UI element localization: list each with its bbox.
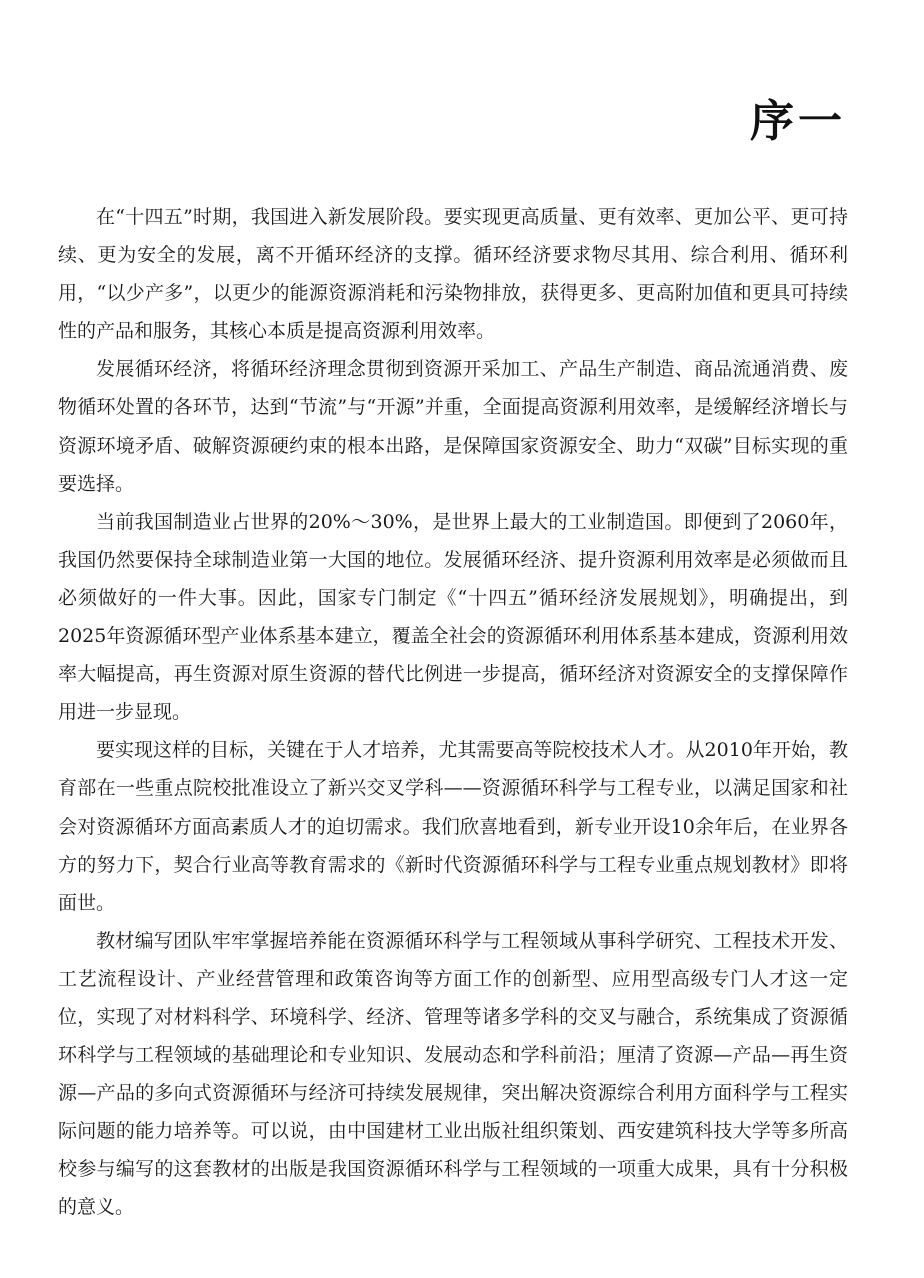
- paragraph-1: 在“十四五”时期，我国进入新发展阶段。要实现更高质量、更有效率、更加公平、更可持续、更为安全的发展，离不开循环经济的支撑。循环经济要求物尽其用、综合利用、循环利用，“以少产多”，以更少的能源资源消耗和污染物排放，获得更多、更高附加值和更具可持续性的产品和服务，其核心本质是提高资源利用效率。: [58, 206, 848, 343]
- paragraph-3: 当前我国制造业占世界的20%～30%，是世界上最大的工业制造国。即便到了2060年，我国仍然要保持全球制造业第一大国的地位。发展循环经济、提升资源利用效率是必须做而且必须做好的一件大事。因此，国家专门制定《“十四五”循环经济发展规划》，明确提出，到2025年资源循环型产业体系基本建立，覆盖全社会的资源循环利用体系基本建成，资源利用效率大幅提高，再生资源对原生资源的替代比例进一步提高，循环经济对资源安全的支撑保障作用进一步显现。: [58, 510, 848, 724]
- paragraph-4: 要实现这样的目标，关键在于人才培养，尤其需要高等院校技术人才。从2010年开始，教育部在一些重点院校批准设立了新兴交叉学科——资源循环科学与工程专业，以满足国家和社会对资源循环方面高素质人才的迫切需求。我们欣喜地看到，新专业开设10余年后，在业界各方的努力下，契合行业高等教育需求的《新时代资源循环科学与工程专业重点规划教材》即将面世。: [58, 739, 848, 914]
- paragraph-2: 发展循环经济，将循环经济理念贯彻到资源开采加工、产品生产制造、商品流通消费、废物循环处置的各环节，达到“节流”与“开源”并重，全面提高资源利用效率，是缓解经济增长与资源环境矛盾、破解资源硬约束的根本出路，是保障国家资源安全、助力“双碳”目标实现的重要选择。: [58, 358, 848, 495]
- page-title: 序一: [750, 96, 846, 147]
- paragraph-5: 教材编写团队牢牢掌握培养能在资源循环科学与工程领域从事科学研究、工程技术开发、工艺流程设计、产业经营管理和政策咨询等方面工作的创新型、应用型高级专门人才这一定位，实现了对材料科学、环境科学、经济、管理等诸多学科的交叉与融合，系统集成了资源循环科学与工程领域的基础理论和专业知识、发展动态和学科前沿；厘清了资源—产品—再生资源—产品的多向式资源循环与经济可持续发展规律，突出解决资源综合利用方面科学与工程实际问题的能力培养等。可以说，由中国建材工业出版社组织策划、西安建筑科技大学等多所高校参与编写的这套教材的出版是我国资源循环科学与工程领域的一项重大成果，具有十分积极的意义。: [58, 929, 848, 1219]
- preface-body: [58, 198, 848, 1227]
